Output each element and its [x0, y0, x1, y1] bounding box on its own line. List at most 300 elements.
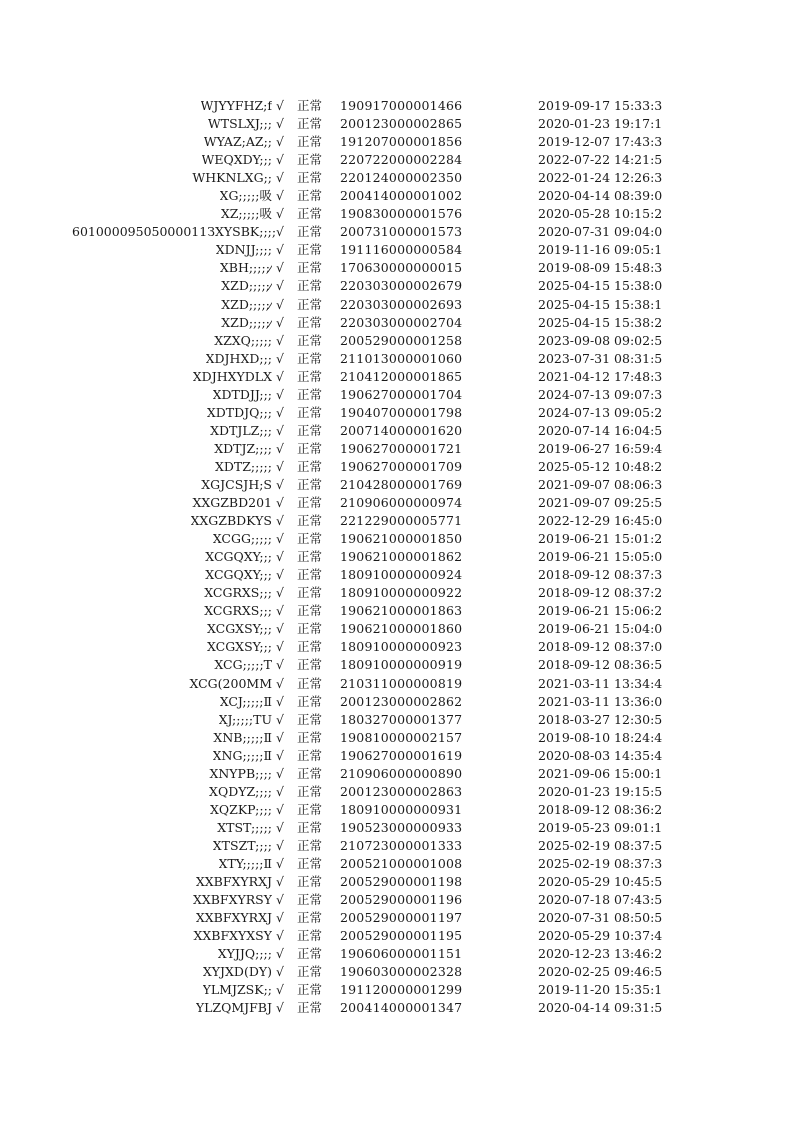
- table-row[interactable]: [0, 314, 793, 332]
- item-code-prefix: 60100009505000011З: [72, 224, 215, 240]
- timestamp-cell: 2019-09-17 15:33:3: [538, 98, 663, 113]
- status-cell: 正常: [297, 801, 323, 817]
- code-cell: 200714000001620: [340, 422, 463, 438]
- timestamp-cell: 2021-04-12 17:48:3: [538, 368, 663, 384]
- check-mark: √: [276, 98, 284, 113]
- item-name: XG;;;;;吸: [219, 188, 272, 204]
- item-name: WHKNLXG;;: [192, 170, 272, 186]
- item-name: WTSLXJ;;;: [207, 116, 272, 132]
- item-name: XZD;;;;;⁄: [221, 278, 272, 294]
- table-row[interactable]: [0, 909, 793, 927]
- item-name: XGJCSJH;S: [201, 476, 272, 492]
- code-cell: 180910000000924: [340, 567, 463, 583]
- code-cell: 200414000001002: [340, 188, 463, 204]
- status-cell: 正常: [297, 765, 323, 781]
- item-name-cell: [72, 223, 277, 241]
- check-mark: √: [276, 368, 284, 384]
- item-name: XQZKP;;;;: [210, 801, 272, 817]
- item-name: XYJJQ;;;;: [217, 946, 272, 962]
- item-name-cell: [214, 332, 272, 350]
- spreadsheet-table: [0, 97, 793, 1017]
- status-cell: 正常: [297, 206, 323, 222]
- item-name: XJ;;;;;TU: [218, 711, 272, 727]
- check-mark: √: [276, 910, 284, 926]
- timestamp-cell: 2020-05-29 10:37:4: [538, 928, 663, 944]
- status-cell: 正常: [297, 964, 323, 980]
- item-name: XXBFXYRXJ: [195, 874, 272, 890]
- table-row[interactable]: [0, 530, 793, 548]
- code-cell: 200123000002862: [340, 693, 463, 709]
- table-row[interactable]: [0, 241, 793, 259]
- item-name-cell: [213, 837, 272, 855]
- status-cell: 正常: [297, 368, 323, 384]
- item-name-cell: [204, 584, 272, 602]
- code-cell: 221229000005771: [340, 513, 463, 529]
- item-name: XDTZ;;;;;: [214, 458, 272, 474]
- item-name-cell: [191, 512, 273, 530]
- code-cell: 190621000001863: [340, 603, 463, 619]
- check-mark: √: [276, 440, 284, 456]
- item-name-cell: [219, 855, 273, 873]
- code-cell: 220303000002679: [340, 278, 463, 294]
- code-cell: 190627000001721: [340, 440, 463, 456]
- item-name-cell: [210, 422, 272, 440]
- table-row[interactable]: [0, 205, 793, 223]
- code-cell: 190830000001576: [340, 206, 463, 222]
- table-row[interactable]: [0, 999, 793, 1017]
- table-row[interactable]: [0, 765, 793, 783]
- timestamp-cell: 2020-05-28 10:15:2: [538, 206, 663, 222]
- table-row[interactable]: [0, 873, 793, 891]
- item-name: XCGQXY;;;: [205, 549, 272, 565]
- item-name-cell: [210, 801, 272, 819]
- timestamp-cell: 2019-06-21 15:01:2: [538, 531, 663, 547]
- table-row[interactable]: [0, 638, 793, 656]
- check-mark: √: [276, 422, 284, 438]
- timestamp-cell: 2020-07-31 08:50:5: [538, 910, 663, 926]
- code-cell: 200529000001198: [340, 874, 463, 890]
- code-cell: 190621000001862: [340, 549, 463, 565]
- table-row[interactable]: [0, 277, 793, 295]
- table-row[interactable]: [0, 620, 793, 638]
- table-row[interactable]: [0, 566, 793, 584]
- status-cell: 正常: [297, 134, 323, 150]
- code-cell: 200123000002865: [340, 116, 463, 132]
- status-cell: 正常: [297, 928, 323, 944]
- check-mark: √: [276, 585, 284, 601]
- status-cell: 正常: [297, 892, 323, 908]
- status-cell: 正常: [297, 585, 323, 601]
- item-name: XXBFXYRSY: [192, 892, 272, 908]
- table-row[interactable]: [0, 350, 793, 368]
- timestamp-cell: 2025-04-15 15:38:1: [538, 296, 663, 312]
- table-row[interactable]: [0, 296, 793, 314]
- status-cell: 正常: [297, 639, 323, 655]
- timestamp-cell: 2021-09-07 08:06:3: [538, 476, 663, 492]
- check-mark: √: [276, 549, 284, 565]
- item-name-cell: [208, 115, 272, 133]
- timestamp-cell: 2018-09-12 08:37:2: [538, 585, 663, 601]
- timestamp-cell: 2020-12-23 13:46:2: [538, 946, 663, 962]
- status-cell: 正常: [297, 747, 323, 763]
- table-row[interactable]: [0, 855, 793, 873]
- code-cell: 191116000000584: [340, 242, 463, 258]
- code-cell: 200529000001195: [340, 928, 463, 944]
- item-name-cell: [193, 368, 272, 386]
- item-name: XTY;;;;;Ⅱ: [218, 855, 272, 871]
- status-cell: 正常: [297, 116, 323, 132]
- table-row[interactable]: [0, 981, 793, 999]
- table-row[interactable]: [0, 584, 793, 602]
- code-cell: 210311000000819: [340, 675, 463, 691]
- table-row[interactable]: [0, 729, 793, 747]
- item-name: XYSBK;;;;: [215, 224, 277, 240]
- status-cell: 正常: [297, 458, 323, 474]
- table-row[interactable]: [0, 187, 793, 205]
- check-mark: √: [276, 513, 284, 529]
- item-name: WEQXDY;;;: [201, 152, 272, 168]
- table-row[interactable]: [0, 133, 793, 151]
- table-row[interactable]: [0, 927, 793, 945]
- item-name-cell: [221, 314, 272, 332]
- check-mark: √: [276, 675, 284, 691]
- code-cell: 180910000000922: [340, 585, 463, 601]
- check-mark: √: [276, 314, 284, 330]
- status-cell: 正常: [297, 783, 323, 799]
- item-name: XNYPB;;;;: [209, 765, 272, 781]
- status-cell: 正常: [297, 188, 323, 204]
- item-name: XTST;;;;;: [217, 819, 272, 835]
- item-name: XZD;;;;;⁄: [221, 296, 272, 312]
- status-cell: 正常: [297, 675, 323, 691]
- timestamp-cell: 2019-05-23 09:01:1: [538, 819, 663, 835]
- check-mark: √: [276, 964, 284, 980]
- code-cell: 190627000001704: [340, 386, 463, 402]
- item-name-cell: [202, 151, 272, 169]
- status-cell: 正常: [297, 513, 323, 529]
- code-cell: 210428000001769: [340, 476, 463, 492]
- item-name: XXGZBDKYS: [190, 513, 272, 529]
- code-cell: 170630000000015: [340, 260, 463, 276]
- status-cell: 正常: [297, 170, 323, 186]
- status-cell: 正常: [297, 855, 323, 871]
- code-cell: 190523000000933: [340, 819, 463, 835]
- item-name: XDTJLZ;;;: [210, 422, 272, 438]
- table-row[interactable]: [0, 602, 793, 620]
- table-row[interactable]: [0, 169, 793, 187]
- timestamp-cell: 2025-04-15 15:38:2: [538, 314, 663, 330]
- item-name-cell: [217, 819, 272, 837]
- status-cell: 正常: [297, 224, 323, 240]
- table-row[interactable]: [0, 783, 793, 801]
- code-cell: 210723000001333: [340, 837, 463, 853]
- timestamp-cell: 2021-09-07 09:25:5: [538, 495, 663, 511]
- item-name: XBH;;;;;⁄: [219, 260, 272, 276]
- check-mark: √: [276, 946, 284, 962]
- item-name-cell: [192, 169, 272, 187]
- code-cell: 190603000002328: [340, 964, 463, 980]
- item-name: XDTDJQ;;;: [206, 404, 272, 420]
- status-cell: 正常: [297, 946, 323, 962]
- timestamp-cell: 2019-12-07 17:43:3: [538, 134, 663, 150]
- item-name-cell: [193, 891, 272, 909]
- check-mark: √: [276, 152, 284, 168]
- code-cell: 200123000002863: [340, 783, 463, 799]
- check-mark: √: [276, 188, 284, 204]
- status-cell: 正常: [297, 386, 323, 402]
- table-row[interactable]: [0, 332, 793, 350]
- timestamp-cell: 2023-09-08 09:02:5: [538, 332, 663, 348]
- status-cell: 正常: [297, 819, 323, 835]
- timestamp-cell: 2020-07-31 09:04:0: [538, 224, 663, 240]
- timestamp-cell: 2018-09-12 08:36:5: [538, 657, 663, 673]
- item-name: XCJ;;;;;Ⅱ: [219, 693, 272, 709]
- code-cell: 190621000001850: [340, 531, 463, 547]
- item-name: XCGXSY;;;: [206, 639, 272, 655]
- status-cell: 正常: [297, 729, 323, 745]
- table-row[interactable]: [0, 476, 793, 494]
- check-mark: √: [276, 657, 284, 673]
- item-name: XCGXSY;;;: [206, 621, 272, 637]
- item-name-cell: [213, 386, 272, 404]
- check-mark: √: [276, 134, 284, 150]
- check-mark: √: [276, 332, 284, 348]
- timestamp-cell: 2019-06-21 15:06:2: [538, 603, 663, 619]
- timestamp-cell: 2024-07-13 09:05:2: [538, 404, 663, 420]
- code-cell: 180910000000919: [340, 657, 463, 673]
- check-mark: √: [276, 982, 284, 998]
- timestamp-cell: 2018-09-12 08:36:2: [538, 801, 663, 817]
- item-name: YLMJZSK;;: [202, 982, 272, 998]
- code-cell: 210412000001865: [340, 368, 463, 384]
- code-cell: 190621000001860: [340, 621, 463, 637]
- table-row[interactable]: [0, 97, 793, 115]
- item-name-cell: [213, 729, 272, 747]
- timestamp-cell: 2022-12-29 16:45:0: [538, 513, 663, 529]
- timestamp-cell: 2020-07-18 07:43:5: [538, 892, 663, 908]
- timestamp-cell: 2025-02-19 08:37:5: [538, 837, 663, 853]
- code-cell: 180910000000931: [340, 801, 463, 817]
- table-row[interactable]: [0, 440, 793, 458]
- status-cell: 正常: [297, 621, 323, 637]
- item-name-cell: [220, 187, 272, 205]
- item-name-cell: [201, 476, 272, 494]
- check-mark: √: [276, 116, 284, 132]
- check-mark: √: [276, 819, 284, 835]
- check-mark: √: [276, 458, 284, 474]
- item-name: XNG;;;;;Ⅱ: [212, 747, 272, 763]
- item-name-cell: [192, 494, 272, 512]
- table-row[interactable]: [0, 404, 793, 422]
- check-mark: √: [276, 404, 284, 420]
- check-mark: √: [276, 260, 284, 276]
- table-row[interactable]: [0, 819, 793, 837]
- item-name-cell: [209, 783, 272, 801]
- check-mark: √: [276, 765, 284, 781]
- code-cell: 210906000000974: [340, 495, 463, 511]
- check-mark: √: [276, 386, 284, 402]
- status-cell: 正常: [297, 296, 323, 312]
- status-cell: 正常: [297, 1000, 323, 1016]
- status-cell: 正常: [297, 910, 323, 926]
- item-name-cell: [221, 296, 272, 314]
- timestamp-cell: 2019-06-27 16:59:4: [538, 440, 663, 456]
- timestamp-cell: 2022-01-24 12:26:3: [538, 170, 663, 186]
- status-cell: 正常: [297, 495, 323, 511]
- table-row[interactable]: [0, 801, 793, 819]
- table-row[interactable]: [0, 675, 793, 693]
- table-row[interactable]: [0, 747, 793, 765]
- table-row[interactable]: [0, 945, 793, 963]
- timestamp-cell: 2025-05-12 10:48:2: [538, 458, 663, 474]
- timestamp-cell: 2025-02-19 08:37:3: [538, 855, 663, 871]
- item-name: XZXQ;;;;;: [214, 332, 272, 348]
- item-name: XDJHXD;;;: [205, 350, 272, 366]
- status-cell: 正常: [297, 874, 323, 890]
- status-cell: 正常: [297, 314, 323, 330]
- check-mark: √: [276, 801, 284, 817]
- item-name-cell: [218, 945, 272, 963]
- check-mark: √: [276, 747, 284, 763]
- status-cell: 正常: [297, 350, 323, 366]
- item-name: XXBFXYRXJ: [195, 910, 272, 926]
- table-row[interactable]: [0, 494, 793, 512]
- status-cell: 正常: [297, 657, 323, 673]
- item-name-cell: [193, 927, 272, 945]
- table-row[interactable]: [0, 115, 793, 133]
- table-row[interactable]: [0, 458, 793, 476]
- status-cell: 正常: [297, 693, 323, 709]
- code-cell: 200529000001258: [340, 332, 463, 348]
- item-name-cell: [196, 999, 272, 1017]
- status-cell: 正常: [297, 603, 323, 619]
- item-name-cell: [204, 602, 272, 620]
- status-cell: 正常: [297, 476, 323, 492]
- check-mark: √: [276, 495, 284, 511]
- code-cell: 190627000001619: [340, 747, 463, 763]
- item-name-cell: [196, 909, 272, 927]
- table-row[interactable]: [0, 386, 793, 404]
- item-name-cell: [214, 440, 272, 458]
- table-row[interactable]: [0, 259, 793, 277]
- item-name-cell: [207, 638, 272, 656]
- item-name: XDTDJJ;;;: [212, 386, 272, 402]
- table-row[interactable]: [0, 891, 793, 909]
- timestamp-cell: 2018-09-12 08:37:3: [538, 567, 663, 583]
- item-name-cell: [207, 620, 272, 638]
- table-row[interactable]: [0, 151, 793, 169]
- status-cell: 正常: [297, 278, 323, 294]
- table-row[interactable]: [0, 963, 793, 981]
- table-row[interactable]: [0, 223, 793, 241]
- item-name: XDTJZ;;;;: [214, 440, 272, 456]
- code-cell: 190917000001466: [340, 98, 463, 113]
- check-mark: √: [276, 639, 284, 655]
- status-cell: 正常: [297, 549, 323, 565]
- item-name-cell: [207, 404, 272, 422]
- timestamp-cell: 2018-03-27 12:30:5: [538, 711, 663, 727]
- check-mark: √: [276, 567, 284, 583]
- item-name: XZD;;;;;⁄: [221, 314, 272, 330]
- code-cell: 210906000000890: [340, 765, 463, 781]
- code-cell: 190606000001151: [340, 946, 463, 962]
- item-name: XCGQXY;;;: [205, 567, 272, 583]
- item-name-cell: [221, 205, 272, 223]
- check-mark: √: [276, 296, 284, 312]
- item-name: XYJXD(DY): [202, 964, 272, 980]
- code-cell: 220722000002284: [340, 152, 463, 168]
- timestamp-cell: 2021-09-06 15:00:1: [538, 765, 663, 781]
- check-mark: √: [276, 621, 284, 637]
- table-row[interactable]: [0, 368, 793, 386]
- check-mark: √: [276, 892, 284, 908]
- item-name-cell: [220, 259, 272, 277]
- check-mark: √: [276, 837, 284, 853]
- item-name: WYAZ;AZ;;: [203, 134, 272, 150]
- item-name: XDJHXYDLX: [192, 368, 272, 384]
- timestamp-cell: 2024-07-13 09:07:3: [538, 386, 663, 402]
- timestamp-cell: 2020-04-14 08:39:0: [538, 188, 663, 204]
- check-mark: √: [276, 278, 284, 294]
- table-row[interactable]: [0, 512, 793, 530]
- item-name: XDNJJ;;;;: [215, 242, 272, 258]
- timestamp-cell: 2020-04-14 09:31:5: [538, 1000, 663, 1016]
- item-name-cell: [215, 458, 272, 476]
- code-cell: 190407000001798: [340, 404, 463, 420]
- timestamp-cell: 2020-07-14 16:04:5: [538, 422, 663, 438]
- item-name-cell: [189, 675, 272, 693]
- table-row[interactable]: [0, 837, 793, 855]
- check-mark: √: [276, 874, 284, 890]
- timestamp-cell: 2021-03-11 13:36:0: [538, 693, 663, 709]
- code-cell: 180910000000923: [340, 639, 463, 655]
- status-cell: 正常: [297, 332, 323, 348]
- table-row[interactable]: [0, 711, 793, 729]
- item-name: XZ;;;;;吸: [220, 206, 272, 222]
- code-cell: 191207000001856: [340, 134, 463, 150]
- check-mark: √: [276, 603, 284, 619]
- item-name-cell: [213, 530, 272, 548]
- check-mark: √: [276, 531, 284, 547]
- timestamp-cell: 2019-11-20 15:35:1: [538, 982, 663, 998]
- check-mark: √: [276, 476, 284, 492]
- code-cell: 200529000001197: [340, 910, 463, 926]
- status-cell: 正常: [297, 152, 323, 168]
- item-name-cell: [216, 241, 272, 259]
- table-row[interactable]: [0, 693, 793, 711]
- item-name-cell: [205, 548, 272, 566]
- check-mark: √: [276, 711, 284, 727]
- code-cell: 200731000001573: [340, 224, 463, 240]
- table-row[interactable]: [0, 422, 793, 440]
- item-name: XNB;;;;;Ⅱ: [213, 729, 272, 745]
- timestamp-cell: 2020-02-25 09:46:5: [538, 964, 663, 980]
- code-cell: 180327000001377: [340, 711, 463, 727]
- code-cell: 220303000002693: [340, 296, 463, 312]
- item-name: XTSZT;;;;: [212, 837, 272, 853]
- item-name: WJYYFHZ;f: [200, 98, 272, 113]
- item-name: XCGRXS;;;: [204, 585, 272, 601]
- item-name-cell: [209, 765, 272, 783]
- item-name: XXGZBD201: [192, 495, 272, 511]
- item-name: XCG;;;;;T: [214, 657, 272, 673]
- item-name: XQDYZ;;;;: [209, 783, 272, 799]
- check-mark: √: [276, 693, 284, 709]
- code-cell: 200414000001347: [340, 1000, 463, 1016]
- table-row[interactable]: [0, 656, 793, 674]
- item-name-cell: [201, 97, 272, 115]
- table-row[interactable]: [0, 548, 793, 566]
